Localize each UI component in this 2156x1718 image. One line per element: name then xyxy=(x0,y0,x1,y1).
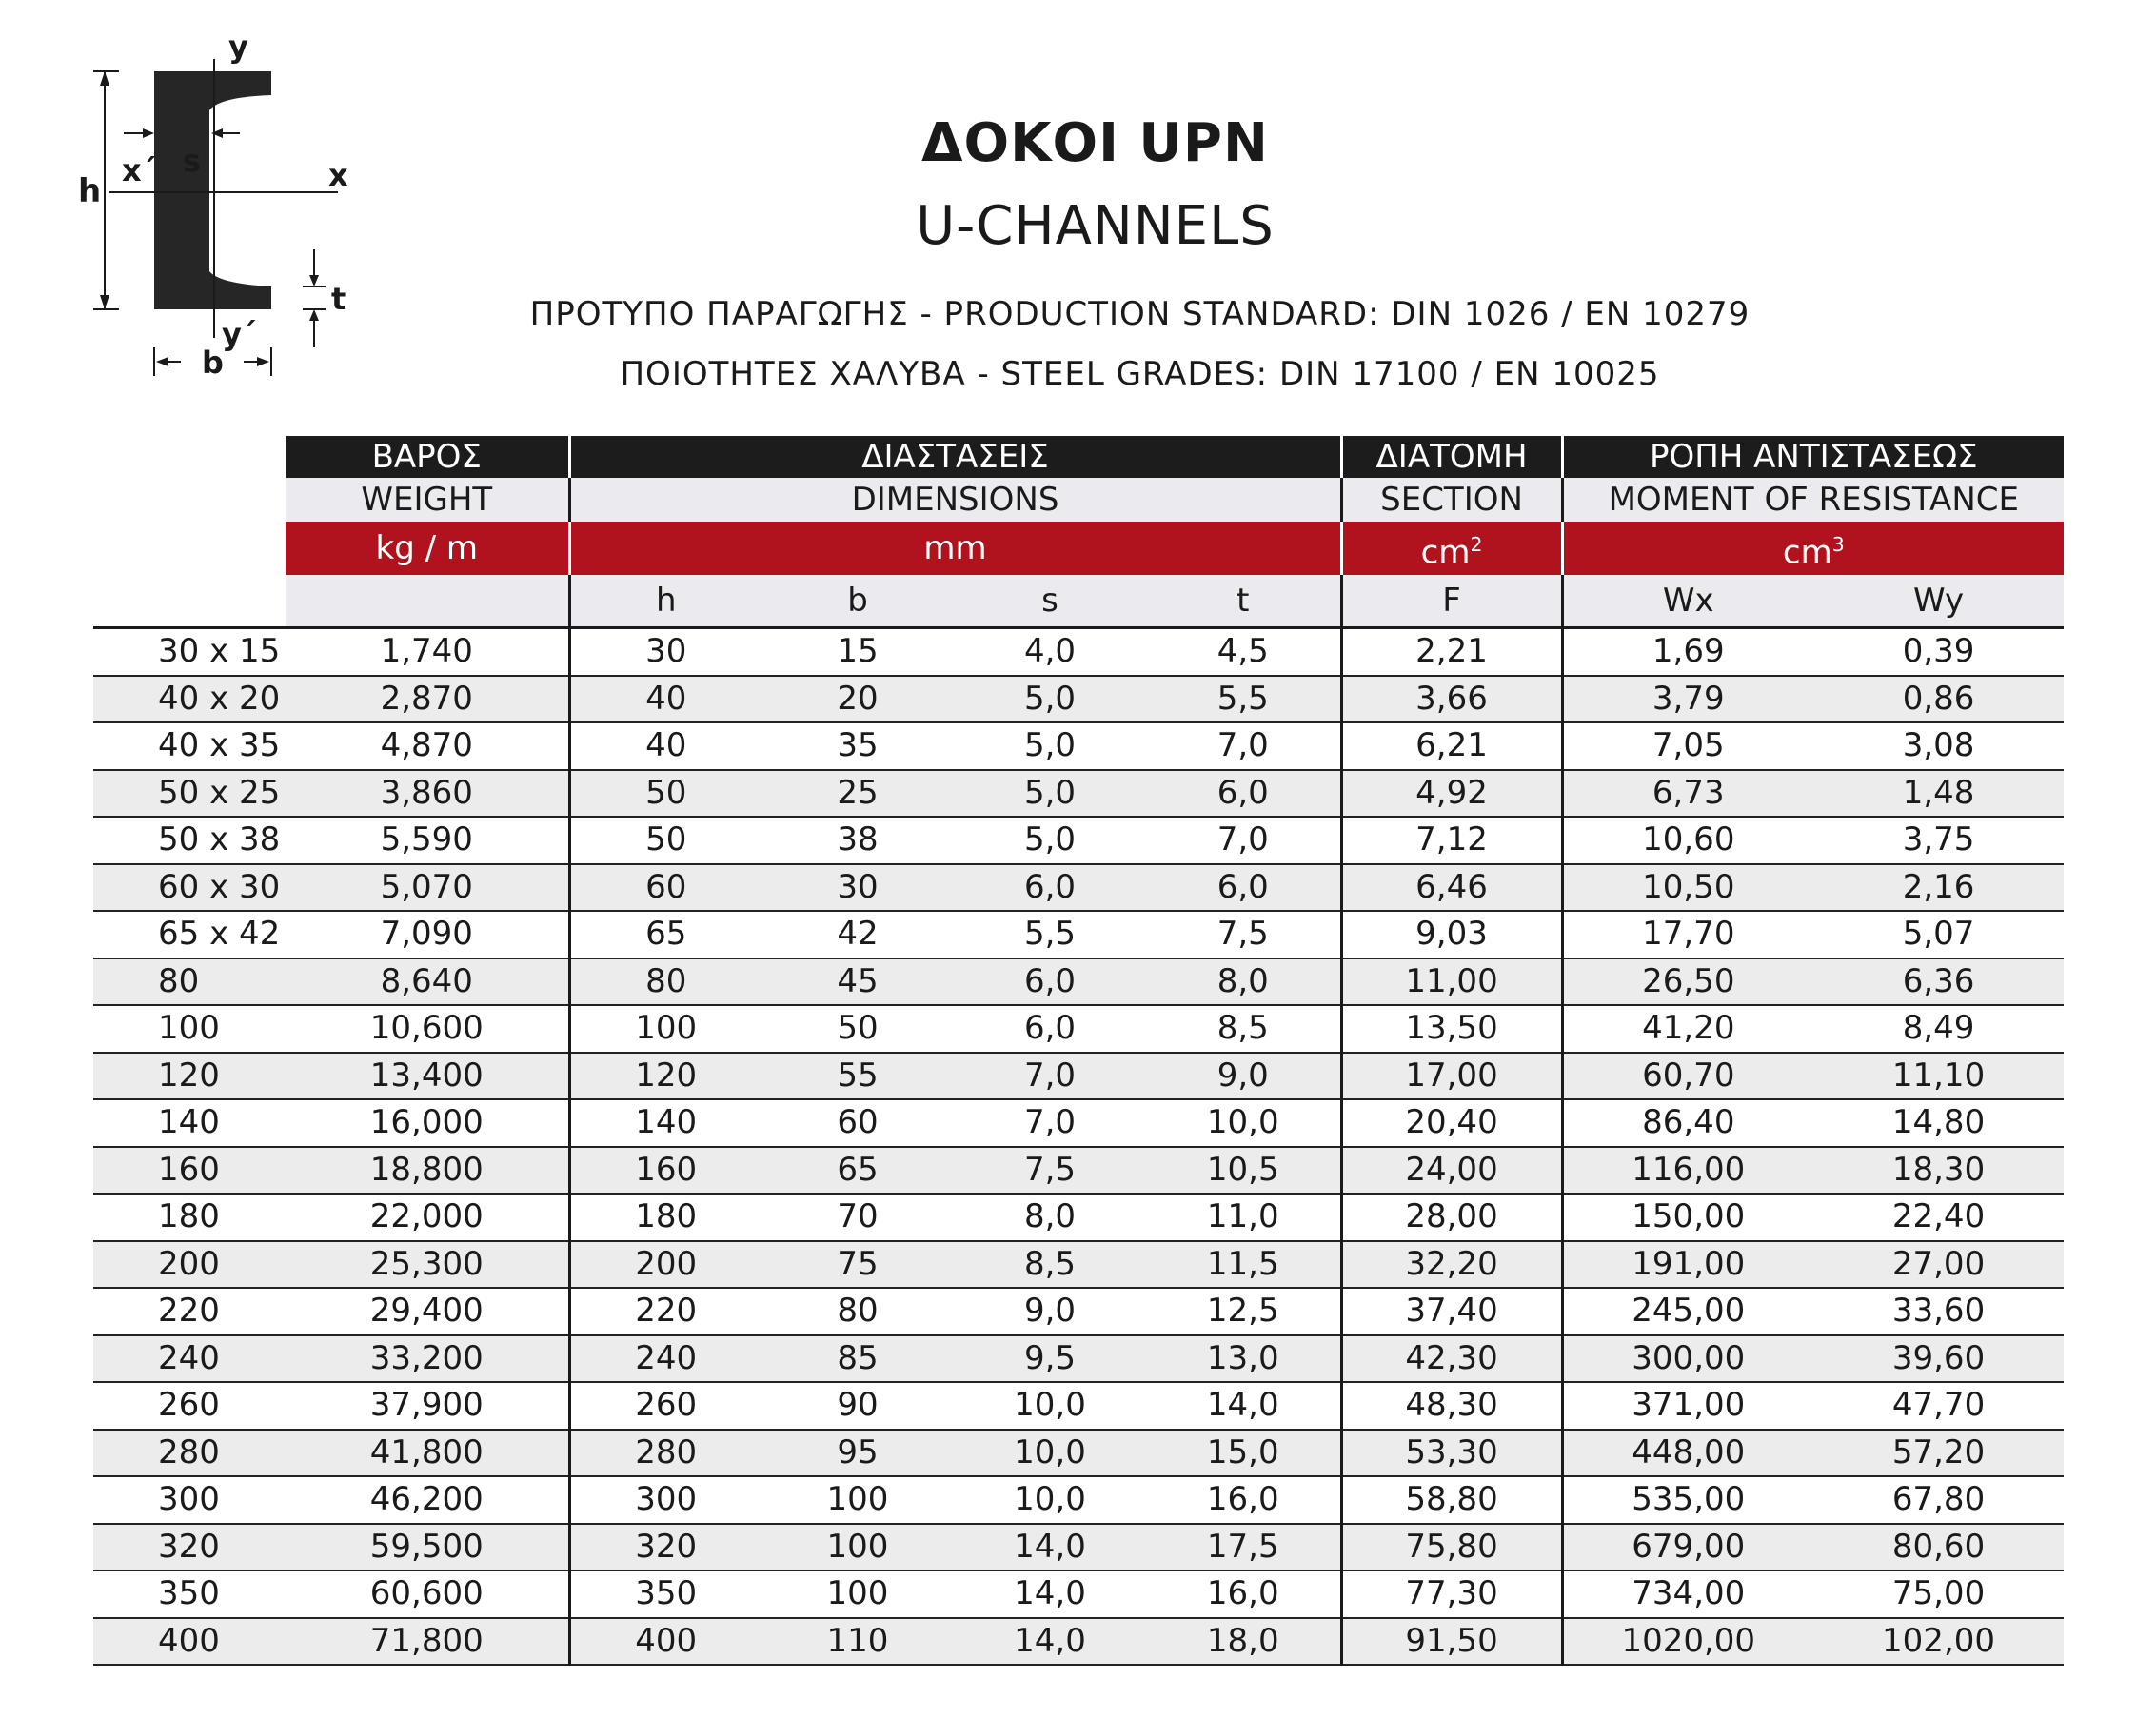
cell-size: 30 x 15 xyxy=(93,628,286,676)
cell-Wy: 33,60 xyxy=(1813,1288,2064,1335)
cell-Wy: 3,75 xyxy=(1813,817,2064,864)
cell-weight: 4,870 xyxy=(286,722,569,770)
cell-b: 50 xyxy=(762,1005,954,1053)
header-b: b xyxy=(762,575,954,628)
header-s: s xyxy=(954,575,1146,628)
cell-Wx: 41,20 xyxy=(1562,1005,1813,1053)
cell-s: 14,0 xyxy=(954,1570,1146,1618)
cell-b: 65 xyxy=(762,1147,954,1195)
cell-F: 48,30 xyxy=(1341,1382,1562,1430)
header-moment-unit: $cm^3$ xyxy=(1562,522,2064,575)
cell-weight: 29,400 xyxy=(286,1288,569,1335)
cell-s: 5,0 xyxy=(954,770,1146,818)
cell-t: 16,0 xyxy=(1146,1570,1341,1618)
table-row xyxy=(93,1618,2064,1666)
cell-Wx: 17,70 xyxy=(1562,911,1813,958)
header-h: h xyxy=(569,575,762,628)
channel-profile-shape xyxy=(154,71,271,309)
cell-Wy: 5,07 xyxy=(1813,911,2064,958)
cell-b: 80 xyxy=(762,1288,954,1335)
cell-t: 7,5 xyxy=(1146,911,1341,958)
cell-b: 70 xyxy=(762,1194,954,1241)
cell-size: 80 xyxy=(93,958,286,1006)
cell-s: 5,5 xyxy=(954,911,1146,958)
cell-s: 6,0 xyxy=(954,958,1146,1006)
table-row xyxy=(93,958,2064,1006)
cell-Wy: 75,00 xyxy=(1813,1570,2064,1618)
cell-size: 220 xyxy=(93,1288,286,1335)
cell-Wx: 3,79 xyxy=(1562,676,1813,723)
cell-t: 14,0 xyxy=(1146,1382,1341,1430)
cell-Wx: 300,00 xyxy=(1562,1335,1813,1383)
cell-Wy: 57,20 xyxy=(1813,1430,2064,1477)
cell-size: 100 xyxy=(93,1005,286,1053)
cell-size: 120 xyxy=(93,1053,286,1100)
cell-Wx: 1020,00 xyxy=(1562,1618,1813,1666)
cell-t: 16,0 xyxy=(1146,1476,1341,1524)
steel-grades-line: ΠΟΙΟΤΗΤΕΣ ΧΑΛΥΒΑ - STEEL GRADES: DIN 17100 / EN 10025 xyxy=(620,355,1660,393)
cell-weight: 16,000 xyxy=(286,1099,569,1147)
cell-h: 300 xyxy=(569,1476,762,1524)
header-moment-english: MOMENT OF RESISTANCE xyxy=(1562,478,2064,522)
cell-size: 400 xyxy=(93,1618,286,1666)
header-row-greek xyxy=(93,436,2064,478)
cell-t: 4,5 xyxy=(1146,628,1341,676)
cell-b: 25 xyxy=(762,770,954,818)
table-row xyxy=(93,911,2064,958)
cell-t: 6,0 xyxy=(1146,864,1341,912)
cell-F: 58,80 xyxy=(1341,1476,1562,1524)
cell-h: 120 xyxy=(569,1053,762,1100)
label-s: s xyxy=(183,143,202,179)
cell-Wy: 11,10 xyxy=(1813,1053,2064,1100)
cell-h: 140 xyxy=(569,1099,762,1147)
table-row xyxy=(93,1099,2064,1147)
table-row xyxy=(93,1194,2064,1241)
cell-size: 180 xyxy=(93,1194,286,1241)
cell-F: 11,00 xyxy=(1341,958,1562,1006)
cell-t: 13,0 xyxy=(1146,1335,1341,1383)
cell-F: 7,12 xyxy=(1341,817,1562,864)
cell-t: 15,0 xyxy=(1146,1430,1341,1477)
header-row-units xyxy=(93,522,2064,575)
page-title-greek: ΔΟΚΟΙ UPN xyxy=(921,112,1269,174)
cell-Wx: 7,05 xyxy=(1562,722,1813,770)
table-row xyxy=(93,628,2064,676)
cell-Wx: 6,73 xyxy=(1562,770,1813,818)
cell-F: 42,30 xyxy=(1341,1335,1562,1383)
cell-s: 14,0 xyxy=(954,1524,1146,1571)
cell-h: 320 xyxy=(569,1524,762,1571)
cell-b: 42 xyxy=(762,911,954,958)
cell-h: 50 xyxy=(569,770,762,818)
cell-s: 6,0 xyxy=(954,864,1146,912)
cell-size: 200 xyxy=(93,1241,286,1289)
table-row xyxy=(93,1476,2064,1524)
cell-Wy: 6,36 xyxy=(1813,958,2064,1006)
cell-b: 20 xyxy=(762,676,954,723)
cell-Wx: 371,00 xyxy=(1562,1382,1813,1430)
header-section-english: SECTION xyxy=(1341,478,1562,522)
cell-s: 9,5 xyxy=(954,1335,1146,1383)
production-standard-line: ΠΡΟΤΥΠΟ ΠΑΡΑΓΩΓΗΣ - PRODUCTION STANDARD: DIN 1026 / EN 10279 xyxy=(529,295,1751,333)
cell-h: 40 xyxy=(569,722,762,770)
cell-s: 9,0 xyxy=(954,1288,1146,1335)
cell-t: 11,5 xyxy=(1146,1241,1341,1289)
cell-weight: 10,600 xyxy=(286,1005,569,1053)
cell-Wy: 14,80 xyxy=(1813,1099,2064,1147)
cell-t: 5,5 xyxy=(1146,676,1341,723)
header-section-greek: ΔΙΑΤΟΜΗ xyxy=(1341,436,1562,478)
cell-Wx: 448,00 xyxy=(1562,1430,1813,1477)
cell-t: 10,0 xyxy=(1146,1099,1341,1147)
cell-F: 32,20 xyxy=(1341,1241,1562,1289)
cell-size: 160 xyxy=(93,1147,286,1195)
cell-weight: 46,200 xyxy=(286,1476,569,1524)
cell-h: 240 xyxy=(569,1335,762,1383)
cell-Wx: 535,00 xyxy=(1562,1476,1813,1524)
label-b: b xyxy=(202,345,224,381)
cell-F: 2,21 xyxy=(1341,628,1562,676)
header-Wy: Wy xyxy=(1813,575,2064,628)
cell-s: 10,0 xyxy=(954,1476,1146,1524)
upn-specifications-table xyxy=(93,436,2064,1666)
table-row xyxy=(93,817,2064,864)
header-Wx: Wx xyxy=(1562,575,1813,628)
cell-h: 400 xyxy=(569,1618,762,1666)
cell-Wy: 0,39 xyxy=(1813,628,2064,676)
cell-size: 140 xyxy=(93,1099,286,1147)
cell-b: 15 xyxy=(762,628,954,676)
cell-Wx: 60,70 xyxy=(1562,1053,1813,1100)
cell-h: 40 xyxy=(569,676,762,723)
cell-size: 50 x 25 xyxy=(93,770,286,818)
cell-s: 5,0 xyxy=(954,722,1146,770)
cell-size: 350 xyxy=(93,1570,286,1618)
cell-s: 6,0 xyxy=(954,1005,1146,1053)
cell-Wy: 22,40 xyxy=(1813,1194,2064,1241)
cell-Wx: 116,00 xyxy=(1562,1147,1813,1195)
header-row-english xyxy=(93,478,2064,522)
cell-Wy: 80,60 xyxy=(1813,1524,2064,1571)
cell-t: 12,5 xyxy=(1146,1288,1341,1335)
table-row xyxy=(93,1147,2064,1195)
cell-h: 50 xyxy=(569,817,762,864)
cell-size: 320 xyxy=(93,1524,286,1571)
cell-Wy: 3,08 xyxy=(1813,722,2064,770)
cell-weight: 7,090 xyxy=(286,911,569,958)
cell-s: 7,5 xyxy=(954,1147,1146,1195)
cell-size: 40 x 35 xyxy=(93,722,286,770)
cell-F: 9,03 xyxy=(1341,911,1562,958)
cell-s: 7,0 xyxy=(954,1053,1146,1100)
cell-F: 4,92 xyxy=(1341,770,1562,818)
cell-size: 260 xyxy=(93,1382,286,1430)
header-moment-greek: ΡΟΠΗ ΑΝΤΙΣΤΑΣΕΩΣ xyxy=(1562,436,2064,478)
cell-Wx: 10,60 xyxy=(1562,817,1813,864)
cell-F: 91,50 xyxy=(1341,1618,1562,1666)
table-row xyxy=(93,676,2064,723)
cell-size: 50 x 38 xyxy=(93,817,286,864)
cell-s: 5,0 xyxy=(954,676,1146,723)
cell-h: 280 xyxy=(569,1430,762,1477)
label-y-top: y xyxy=(228,29,248,65)
cell-F: 20,40 xyxy=(1341,1099,1562,1147)
cell-b: 100 xyxy=(762,1476,954,1524)
cell-s: 4,0 xyxy=(954,628,1146,676)
cell-F: 3,66 xyxy=(1341,676,1562,723)
cell-weight: 33,200 xyxy=(286,1335,569,1383)
cell-size: 65 x 42 xyxy=(93,911,286,958)
cell-weight: 25,300 xyxy=(286,1241,569,1289)
cell-F: 37,40 xyxy=(1341,1288,1562,1335)
cell-F: 13,50 xyxy=(1341,1005,1562,1053)
table-row xyxy=(93,1005,2064,1053)
cell-Wx: 150,00 xyxy=(1562,1194,1813,1241)
cell-b: 100 xyxy=(762,1570,954,1618)
table-row xyxy=(93,1570,2064,1618)
cell-Wx: 26,50 xyxy=(1562,958,1813,1006)
cell-weight: 8,640 xyxy=(286,958,569,1006)
cell-weight: 18,800 xyxy=(286,1147,569,1195)
cell-t: 11,0 xyxy=(1146,1194,1341,1241)
table-row xyxy=(93,722,2064,770)
cell-s: 10,0 xyxy=(954,1382,1146,1430)
cell-Wx: 679,00 xyxy=(1562,1524,1813,1571)
label-y-bottom: y´ xyxy=(222,316,257,352)
cell-weight: 22,000 xyxy=(286,1194,569,1241)
cell-t: 9,0 xyxy=(1146,1053,1341,1100)
cell-Wy: 27,00 xyxy=(1813,1241,2064,1289)
cell-weight: 37,900 xyxy=(286,1382,569,1430)
cell-b: 35 xyxy=(762,722,954,770)
cell-b: 85 xyxy=(762,1335,954,1383)
cell-s: 8,0 xyxy=(954,1194,1146,1241)
header-t: t xyxy=(1146,575,1341,628)
cell-b: 38 xyxy=(762,817,954,864)
cell-Wy: 102,00 xyxy=(1813,1618,2064,1666)
table-row xyxy=(93,1241,2064,1289)
header-dimensions-greek: ΔΙΑΣΤΑΣΕΙΣ xyxy=(569,436,1341,478)
cell-F: 17,00 xyxy=(1341,1053,1562,1100)
cell-Wy: 47,70 xyxy=(1813,1382,2064,1430)
cell-weight: 71,800 xyxy=(286,1618,569,1666)
cell-Wy: 1,48 xyxy=(1813,770,2064,818)
header-section-unit: $cm^2$ xyxy=(1341,522,1562,575)
cell-b: 95 xyxy=(762,1430,954,1477)
cell-s: 8,5 xyxy=(954,1241,1146,1289)
cell-t: 6,0 xyxy=(1146,770,1341,818)
cell-F: 75,80 xyxy=(1341,1524,1562,1571)
cell-b: 30 xyxy=(762,864,954,912)
cell-Wx: 734,00 xyxy=(1562,1570,1813,1618)
page-title-english: U-CHANNELS xyxy=(916,195,1275,257)
label-x-right: x xyxy=(328,157,348,193)
cell-Wx: 1,69 xyxy=(1562,628,1813,676)
cell-b: 100 xyxy=(762,1524,954,1571)
cell-F: 53,30 xyxy=(1341,1430,1562,1477)
cell-b: 110 xyxy=(762,1618,954,1666)
table-row xyxy=(93,1053,2064,1100)
cell-F: 6,46 xyxy=(1341,864,1562,912)
cell-Wy: 39,60 xyxy=(1813,1335,2064,1383)
table-row xyxy=(93,864,2064,912)
cell-weight: 59,500 xyxy=(286,1524,569,1571)
cell-weight: 13,400 xyxy=(286,1053,569,1100)
header-weight-unit: kg / m xyxy=(286,522,569,575)
cell-Wy: 0,86 xyxy=(1813,676,2064,723)
cell-F: 24,00 xyxy=(1341,1147,1562,1195)
cell-t: 7,0 xyxy=(1146,817,1341,864)
table-row xyxy=(93,1524,2064,1571)
cell-size: 280 xyxy=(93,1430,286,1477)
cell-Wx: 191,00 xyxy=(1562,1241,1813,1289)
table-row xyxy=(93,770,2064,818)
cell-Wx: 10,50 xyxy=(1562,864,1813,912)
cell-weight: 5,070 xyxy=(286,864,569,912)
cell-h: 260 xyxy=(569,1382,762,1430)
cell-Wy: 67,80 xyxy=(1813,1476,2064,1524)
header-F: F xyxy=(1341,575,1562,628)
cell-F: 6,21 xyxy=(1341,722,1562,770)
cell-t: 8,0 xyxy=(1146,958,1341,1006)
cell-weight: 60,600 xyxy=(286,1570,569,1618)
cell-size: 240 xyxy=(93,1335,286,1383)
cell-s: 7,0 xyxy=(954,1099,1146,1147)
cell-size: 40 x 20 xyxy=(93,676,286,723)
label-t: t xyxy=(331,281,346,317)
cell-weight: 3,860 xyxy=(286,770,569,818)
cell-h: 160 xyxy=(569,1147,762,1195)
table-row xyxy=(93,1430,2064,1477)
cell-b: 45 xyxy=(762,958,954,1006)
cell-Wy: 18,30 xyxy=(1813,1147,2064,1195)
cell-t: 17,5 xyxy=(1146,1524,1341,1571)
cell-h: 180 xyxy=(569,1194,762,1241)
header-dimensions-unit: mm xyxy=(569,522,1341,575)
label-x-left: x´ xyxy=(122,152,157,188)
header-weight-greek: ΒΑΡΟΣ xyxy=(286,436,569,478)
cell-size: 300 xyxy=(93,1476,286,1524)
cell-h: 80 xyxy=(569,958,762,1006)
cell-s: 5,0 xyxy=(954,817,1146,864)
cell-weight: 1,740 xyxy=(286,628,569,676)
table-row xyxy=(93,1288,2064,1335)
cell-F: 28,00 xyxy=(1341,1194,1562,1241)
cell-b: 75 xyxy=(762,1241,954,1289)
cell-h: 220 xyxy=(569,1288,762,1335)
header-weight-english: WEIGHT xyxy=(286,478,569,522)
cell-Wy: 2,16 xyxy=(1813,864,2064,912)
cell-h: 350 xyxy=(569,1570,762,1618)
cell-s: 14,0 xyxy=(954,1618,1146,1666)
cell-weight: 41,800 xyxy=(286,1430,569,1477)
header-dimensions-english: DIMENSIONS xyxy=(569,478,1341,522)
header-row-symbols xyxy=(93,575,2064,628)
cell-h: 30 xyxy=(569,628,762,676)
table-body xyxy=(93,628,2064,1666)
cell-h: 100 xyxy=(569,1005,762,1053)
cell-weight: 2,870 xyxy=(286,676,569,723)
cell-b: 55 xyxy=(762,1053,954,1100)
cell-t: 7,0 xyxy=(1146,722,1341,770)
cell-t: 18,0 xyxy=(1146,1618,1341,1666)
cell-h: 200 xyxy=(569,1241,762,1289)
cell-h: 60 xyxy=(569,864,762,912)
cell-t: 8,5 xyxy=(1146,1005,1341,1053)
cell-weight: 5,590 xyxy=(286,817,569,864)
table-row xyxy=(93,1335,2064,1383)
label-h: h xyxy=(78,172,102,210)
table-row xyxy=(93,1382,2064,1430)
cell-s: 10,0 xyxy=(954,1430,1146,1477)
cell-t: 10,5 xyxy=(1146,1147,1341,1195)
cell-b: 60 xyxy=(762,1099,954,1147)
cell-h: 65 xyxy=(569,911,762,958)
cell-Wy: 8,49 xyxy=(1813,1005,2064,1053)
cell-F: 77,30 xyxy=(1341,1570,1562,1618)
cell-b: 90 xyxy=(762,1382,954,1430)
cell-Wx: 86,40 xyxy=(1562,1099,1813,1147)
cell-Wx: 245,00 xyxy=(1562,1288,1813,1335)
cell-size: 60 x 30 xyxy=(93,864,286,912)
